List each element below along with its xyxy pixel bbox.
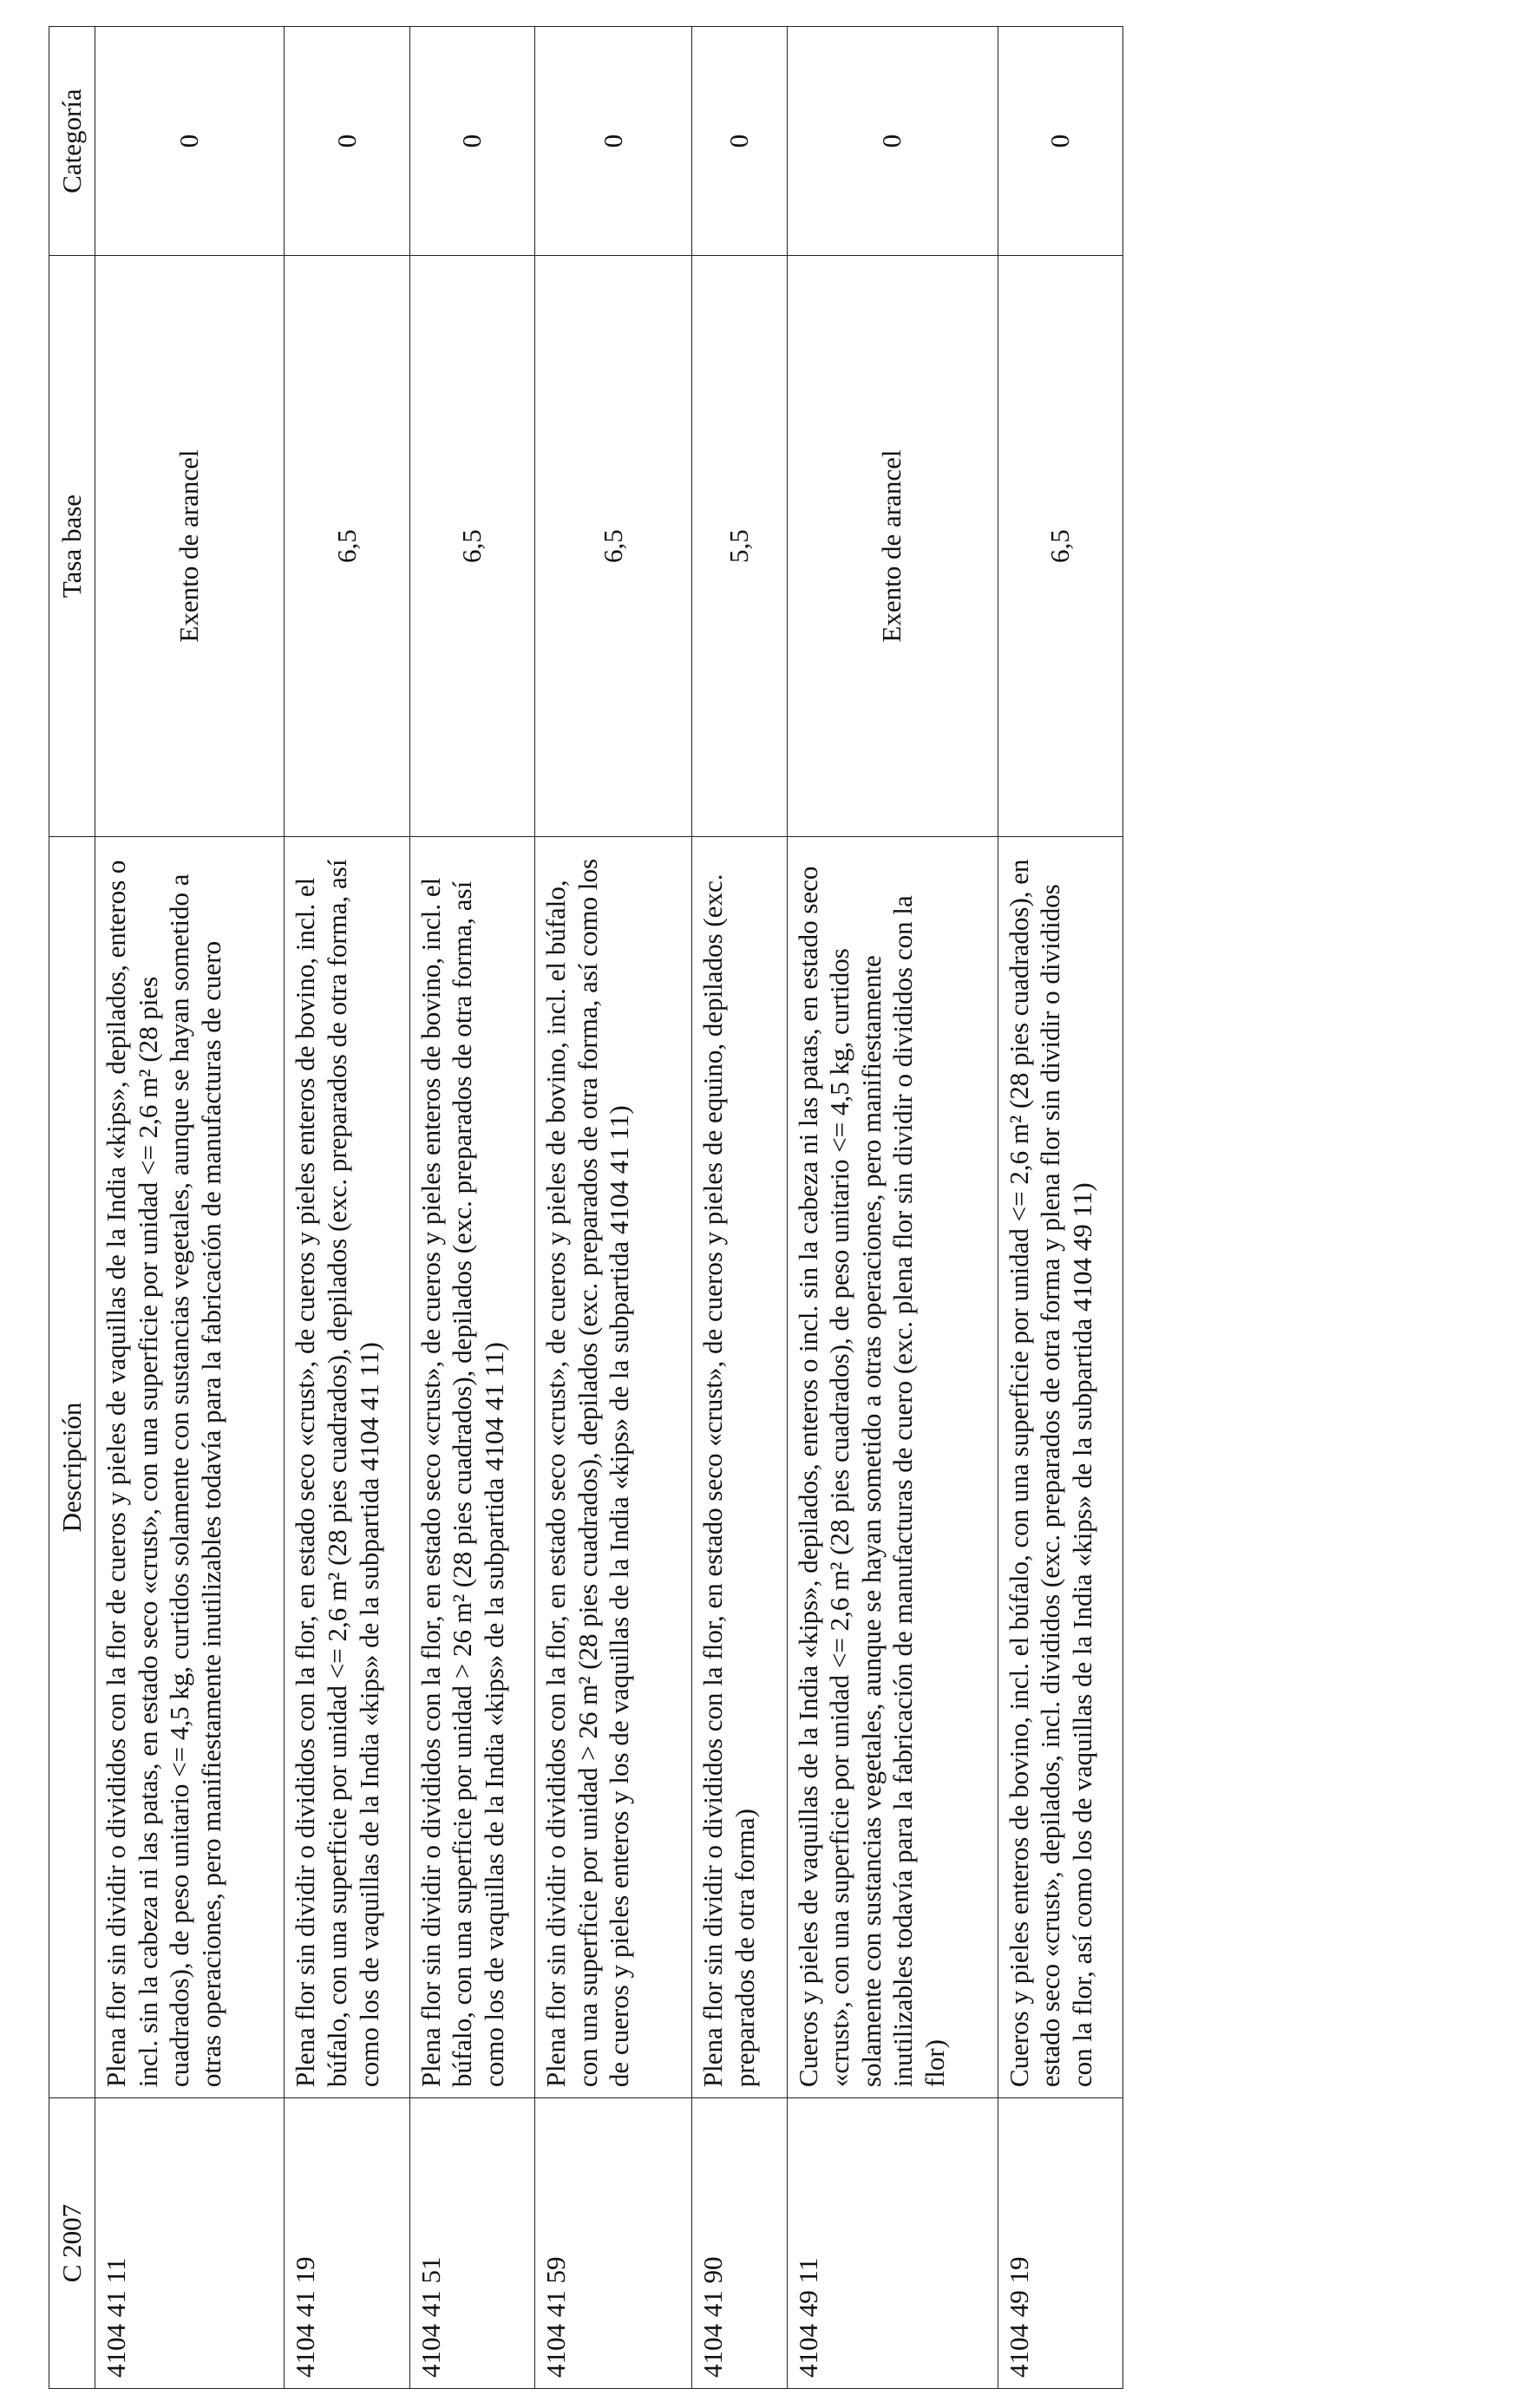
cell-rate: 5,5 xyxy=(692,256,787,837)
cell-description: Plena flor sin dividir o divididos con la flor, en estado seco «crust», de cueros y pieles de equino, depilados (exc. preparados de otra forma) xyxy=(692,836,787,2097)
cell-code: 4104 49 11 xyxy=(787,2098,998,2389)
cell-category: 0 xyxy=(787,27,998,256)
table-row xyxy=(409,27,534,2389)
cell-description: Plena flor sin dividir o divididos con la flor, en estado seco «crust», de cueros y pieles enteros de bovino, incl. el búfalo, con una superficie por unidad > 26 m² (28 pies cuadrados), depilados (exc. preparados de otra forma, así como los de vaquillas de la India «kips» de la subpartida 4104 41 11) xyxy=(409,836,534,2097)
cell-rate: Exento de arancel xyxy=(95,256,285,837)
cell-category: 0 xyxy=(534,27,691,256)
table-row xyxy=(534,27,691,2389)
header-rate: Tasa base xyxy=(49,256,95,837)
cell-category: 0 xyxy=(95,27,285,256)
header-row xyxy=(49,27,95,2389)
cell-code: 4104 49 19 xyxy=(998,2098,1122,2389)
tariff-table xyxy=(49,26,1123,2389)
cell-description: Plena flor sin dividir o divididos con la flor, en estado seco «crust», de cueros y pieles enteros de bovino, incl. el búfalo, con una superficie por unidad <= 2,6 m² (28 pies cuadrados), depilados (exc. preparados de otra forma, así como los de vaquillas de la India «kips» de la subpartida 4104 41 11) xyxy=(285,836,409,2097)
cell-description: Cueros y pieles enteros de bovino, incl. el búfalo, con una superficie por unidad <= 2,6 m² (28 pies cuadrados), en estado seco «crust», depilados, incl. divididos (exc. preparados de otra forma y plena flor sin dividir o divididos con la flor, así como los de vaquillas de la India «kips» de la subpartida 4104 49 11) xyxy=(998,836,1122,2097)
table-row xyxy=(285,27,409,2389)
cell-description: Plena flor sin dividir o divididos con la flor de cueros y pieles de vaquillas de la India «kips», depilados, enteros o incl. sin la cabeza ni las patas, en estado seco «crust», con una superficie por unidad <= 2,6 m² (28 pies cuadrados), de peso unitario <= 4,5 kg, curtidos solamente con sustancias vegetales, aunque se hayan sometido a otras operaciones, pero manifiestamente inutilizables todavía para la fabricación de manufacturas de cuero xyxy=(95,836,285,2097)
cell-rate: 6,5 xyxy=(534,256,691,837)
cell-category: 0 xyxy=(409,27,534,256)
table-row xyxy=(998,27,1122,2389)
header-description: Descripción xyxy=(49,836,95,2097)
cell-code: 4104 41 90 xyxy=(692,2098,787,2389)
header-category: Categoría xyxy=(49,27,95,256)
table-row xyxy=(95,27,285,2389)
cell-category: 0 xyxy=(692,27,787,256)
cell-code: 4104 41 11 xyxy=(95,2098,285,2389)
cell-rate: 6,5 xyxy=(409,256,534,837)
cell-rate: Exento de arancel xyxy=(787,256,998,837)
cell-code: 4104 41 59 xyxy=(534,2098,691,2389)
cell-description: Plena flor sin dividir o divididos con la flor, en estado seco «crust», de cueros y pieles de bovino, incl. el búfalo, con una superficie por unidad > 26 m² (28 pies cuadrados), depilados (exc. preparados de otra forma, así como los de cueros y pieles enteros y los de vaquillas de la India «kips» de la subpartida 4104 41 11) xyxy=(534,836,691,2097)
cell-code: 4104 41 51 xyxy=(409,2098,534,2389)
table-row xyxy=(692,27,787,2389)
cell-rate: 6,5 xyxy=(285,256,409,837)
header-code: C 2007 xyxy=(49,2098,95,2389)
cell-code: 4104 41 19 xyxy=(285,2098,409,2389)
table-row xyxy=(787,27,998,2389)
cell-description: Cueros y pieles de vaquillas de la India «kips», depilados, enteros o incl. sin la cabeza ni las patas, en estado seco «crust», con una superficie por unidad <= 2,6 m² (28 pies cuadrados), de peso unitario <= 4,5 kg, curtidos solamente con sustancias vegetales, aunque se hayan sometido a otras operaciones, pero manifiestamente inutilizables todavía para la fabricación de manufacturas de cuero (exc. plena flor sin dividir o divididos con la flor) xyxy=(787,836,998,2097)
cell-category: 0 xyxy=(285,27,409,256)
cell-rate: 6,5 xyxy=(998,256,1122,837)
cell-category: 0 xyxy=(998,27,1122,256)
rotated-page xyxy=(49,26,1123,2389)
